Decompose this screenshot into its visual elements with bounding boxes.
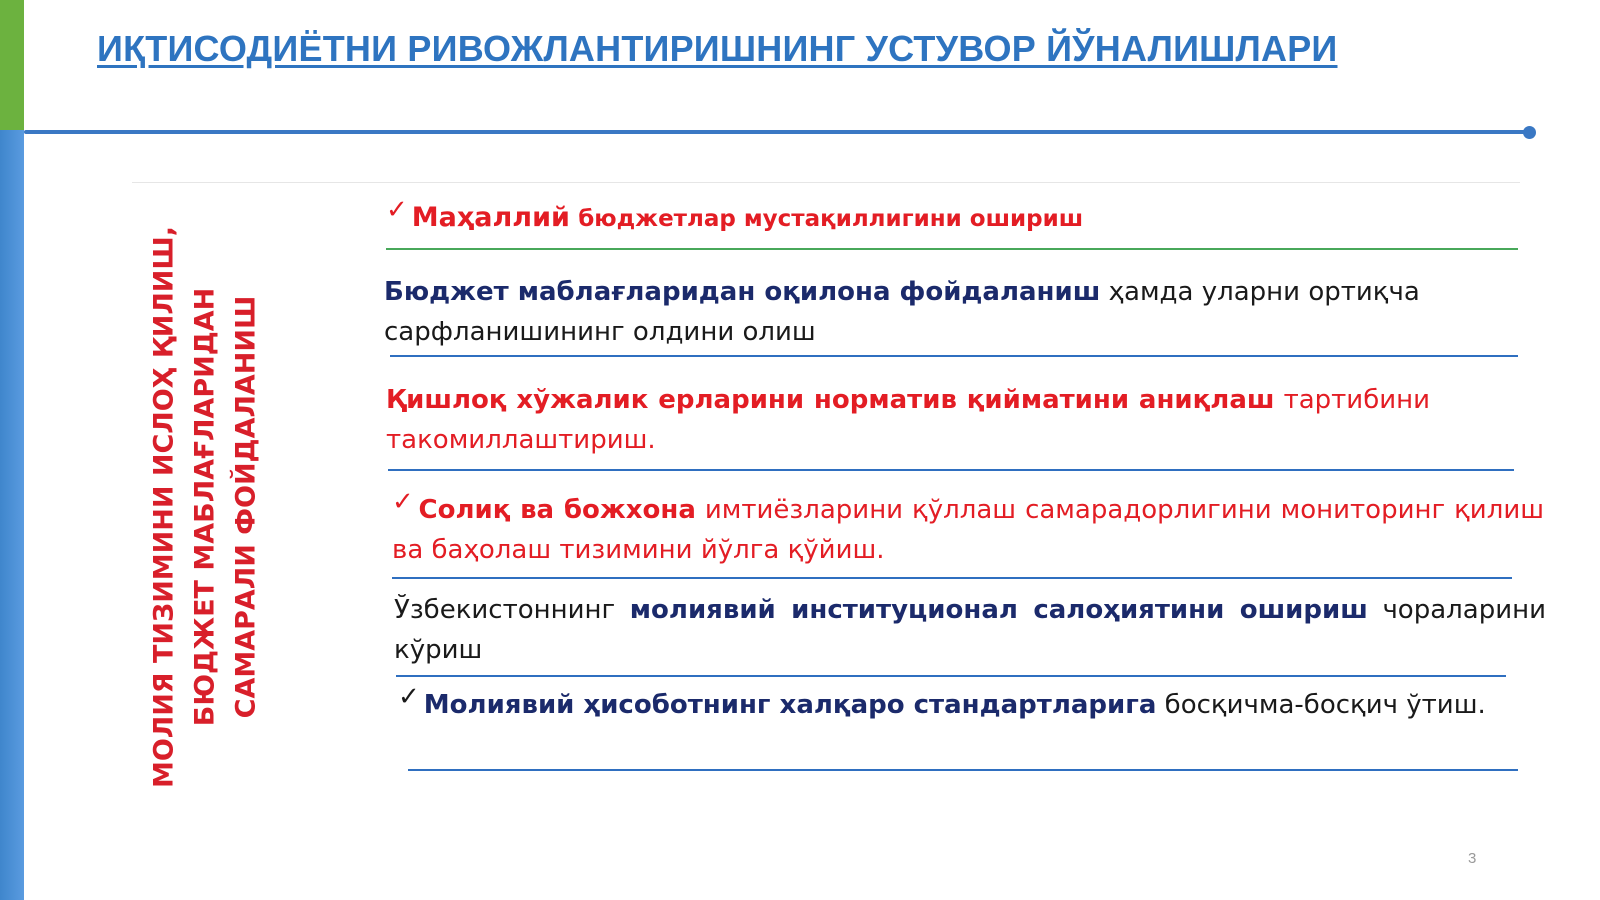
title-divider-dot: [1523, 126, 1536, 139]
item-rest: имтиёзларини қўллаш самарадорлигини мониторинг қилиш ва баҳолаш тизимини йўлга қўйиш.: [392, 495, 1545, 565]
sidebar-blue-accent: [0, 130, 24, 900]
side-heading-box: [150, 212, 260, 802]
item-bold: Солиқ ва божхона: [418, 495, 696, 525]
item-lead: Маҳаллий: [411, 202, 570, 233]
item-separator: [392, 577, 1512, 579]
list-item: [386, 380, 1430, 460]
list-item: [386, 195, 1526, 239]
item-bold: молиявий институционал салоҳиятини ошириш: [629, 595, 1368, 625]
title-divider: [24, 130, 1530, 134]
checkmark-icon: ✓: [386, 195, 408, 225]
page-number: 3: [1468, 850, 1477, 867]
item-bold: Бюджет маблағларидан оқилона фойдаланиш: [384, 277, 1101, 307]
item-bold: Молиявий ҳисоботнинг халқаро стандартларига: [423, 690, 1157, 720]
item-rest: тартибини такомиллаштириш.: [386, 385, 1431, 455]
item-pre: Ўзбекистоннинг: [394, 595, 616, 625]
list-item: [394, 590, 1546, 670]
item-rest: босқичма-босқич ўтиш.: [1164, 690, 1486, 720]
sidebar-green-accent: [0, 0, 24, 130]
item-rest: чораларини кўриш: [394, 595, 1546, 665]
list-item: [398, 682, 1538, 725]
item-bold: Қишлоқ хўжалик ерларини норматив қийматини аниқлаш: [386, 385, 1275, 415]
item-rest: ҳамда уларни ортиқча сарфланишининг олдини олиш: [384, 277, 1420, 347]
item-separator: [390, 355, 1518, 357]
item-separator: [396, 675, 1506, 677]
checkmark-icon: ✓: [398, 682, 420, 712]
item-separator: [386, 248, 1518, 250]
content-top-rule: [132, 182, 1520, 183]
list-item: [392, 487, 1545, 570]
item-separator: [408, 769, 1518, 771]
item-text: бюджетлар мустақиллигини ошириш: [578, 206, 1084, 232]
checkmark-icon: ✓: [392, 487, 415, 517]
list-item: [384, 272, 1524, 352]
slide-title: ИҚТИСОДИЁТНИ РИВОЖЛАНТИРИШНИНГ УСТУВОР ЙЎНАЛИШЛАРИ: [97, 28, 1338, 69]
side-heading: МОЛИЯ ТИЗИМИНИ ИСЛОҲ ҚИЛИШ, БЮДЖЕТ МАБЛАҒЛАРИДАН САМАРАЛИ ФОЙДАЛАНИШ: [148, 225, 262, 789]
item-separator: [388, 469, 1514, 471]
